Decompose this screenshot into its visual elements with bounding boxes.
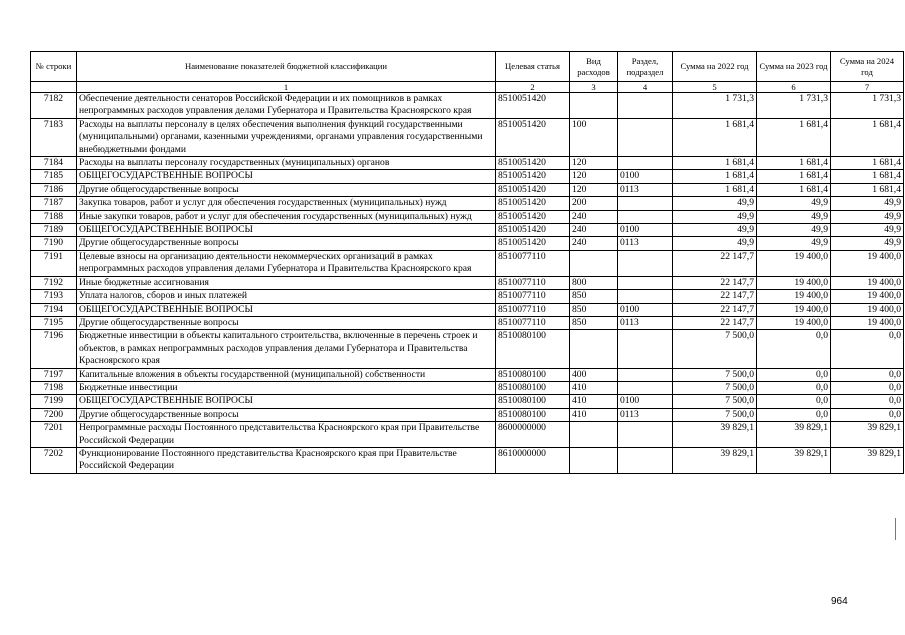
column-number: 4 xyxy=(618,82,673,93)
row-number-cell: 7187 xyxy=(31,197,77,210)
sum-2024-cell: 1 681,4 xyxy=(831,157,904,170)
sum-2022-cell: 1 681,4 xyxy=(673,170,757,183)
indicator-name-cell: Целевые взносы на организацию деятельности некоммерческих организаций в рамках непрограммных расходов управления делами Губернатора и Правительства Красноярского края xyxy=(77,250,496,276)
expense-type-cell: 100 xyxy=(570,118,618,156)
expense-type-cell: 850 xyxy=(570,290,618,303)
section-cell xyxy=(618,93,673,119)
expense-type-cell: 400 xyxy=(570,368,618,381)
expense-type-cell xyxy=(570,250,618,276)
sum-2022-cell: 49,9 xyxy=(673,210,757,223)
expense-type-cell xyxy=(570,93,618,119)
row-number-cell: 7201 xyxy=(31,422,77,448)
section-cell xyxy=(618,250,673,276)
header-expense-type: Вид расходов xyxy=(570,52,618,82)
indicator-name-cell: Другие общегосударственные вопросы xyxy=(77,183,496,196)
sum-2022-cell: 7 500,0 xyxy=(673,368,757,381)
table-row xyxy=(31,197,904,210)
scan-edge-mark xyxy=(895,518,896,540)
table-row xyxy=(31,118,904,156)
sum-2022-cell: 1 681,4 xyxy=(673,118,757,156)
indicator-name-cell: ОБЩЕГОСУДАРСТВЕННЫЕ ВОПРОСЫ xyxy=(77,170,496,183)
sum-2022-cell: 22 147,7 xyxy=(673,290,757,303)
sum-2023-cell: 19 400,0 xyxy=(757,250,831,276)
page-number: 964 xyxy=(831,596,848,607)
expense-type-cell: 240 xyxy=(570,224,618,237)
expense-type-cell: 410 xyxy=(570,408,618,421)
table-row xyxy=(31,250,904,276)
sum-2022-cell: 39 829,1 xyxy=(673,447,757,473)
expense-type-cell: 240 xyxy=(570,210,618,223)
row-number-cell: 7192 xyxy=(31,276,77,289)
sum-2023-cell: 1 681,4 xyxy=(757,118,831,156)
sum-2023-cell: 49,9 xyxy=(757,197,831,210)
sum-2023-cell: 0,0 xyxy=(757,381,831,394)
sum-2024-cell: 0,0 xyxy=(831,408,904,421)
expense-type-cell: 120 xyxy=(570,170,618,183)
expense-type-cell xyxy=(570,447,618,473)
section-cell xyxy=(618,368,673,381)
budget-table xyxy=(30,51,904,474)
table-row xyxy=(31,224,904,237)
expense-type-cell: 850 xyxy=(570,303,618,316)
table-row xyxy=(31,237,904,250)
target-article-cell: 8510051420 xyxy=(496,197,570,210)
indicator-name-cell: Уплата налогов, сборов и иных платежей xyxy=(77,290,496,303)
header-row-number: № строки xyxy=(31,52,77,82)
column-number: 2 xyxy=(496,82,570,93)
sum-2023-cell: 1 731,3 xyxy=(757,93,831,119)
row-number-cell: 7202 xyxy=(31,447,77,473)
sum-2023-cell: 1 681,4 xyxy=(757,157,831,170)
column-number: 7 xyxy=(831,82,904,93)
sum-2023-cell: 39 829,1 xyxy=(757,447,831,473)
target-article-cell: 8600000000 xyxy=(496,422,570,448)
target-article-cell: 8510080100 xyxy=(496,395,570,408)
table-row xyxy=(31,422,904,448)
sum-2024-cell: 1 681,4 xyxy=(831,170,904,183)
header-indicator-name: Наименование показателей бюджетной классификации xyxy=(77,52,496,82)
sum-2024-cell: 0,0 xyxy=(831,381,904,394)
sum-2024-cell: 19 400,0 xyxy=(831,290,904,303)
sum-2022-cell: 7 500,0 xyxy=(673,395,757,408)
expense-type-cell: 410 xyxy=(570,395,618,408)
row-number-cell: 7188 xyxy=(31,210,77,223)
target-article-cell: 8510080100 xyxy=(496,330,570,368)
sum-2022-cell: 49,9 xyxy=(673,197,757,210)
target-article-cell: 8510051420 xyxy=(496,170,570,183)
target-article-cell: 8510051420 xyxy=(496,237,570,250)
section-cell xyxy=(618,290,673,303)
sum-2023-cell: 0,0 xyxy=(757,330,831,368)
column-number-row xyxy=(31,82,904,93)
row-number-cell: 7186 xyxy=(31,183,77,196)
column-number: 1 xyxy=(77,82,496,93)
sum-2023-cell: 49,9 xyxy=(757,210,831,223)
sum-2022-cell: 1 681,4 xyxy=(673,157,757,170)
sum-2024-cell: 1 681,4 xyxy=(831,183,904,196)
sum-2024-cell: 19 400,0 xyxy=(831,316,904,329)
column-number: 6 xyxy=(757,82,831,93)
column-number-blank xyxy=(31,82,77,93)
expense-type-cell xyxy=(570,330,618,368)
sum-2024-cell: 49,9 xyxy=(831,210,904,223)
table-row xyxy=(31,157,904,170)
sum-2023-cell: 19 400,0 xyxy=(757,290,831,303)
row-number-cell: 7184 xyxy=(31,157,77,170)
column-number: 3 xyxy=(570,82,618,93)
sum-2024-cell: 0,0 xyxy=(831,330,904,368)
sum-2022-cell: 7 500,0 xyxy=(673,408,757,421)
section-cell: 0100 xyxy=(618,224,673,237)
row-number-cell: 7194 xyxy=(31,303,77,316)
table-row xyxy=(31,290,904,303)
sum-2024-cell: 0,0 xyxy=(831,395,904,408)
sum-2023-cell: 19 400,0 xyxy=(757,303,831,316)
sum-2024-cell: 49,9 xyxy=(831,197,904,210)
sum-2022-cell: 7 500,0 xyxy=(673,330,757,368)
row-number-cell: 7200 xyxy=(31,408,77,421)
indicator-name-cell: Другие общегосударственные вопросы xyxy=(77,237,496,250)
sum-2022-cell: 22 147,7 xyxy=(673,276,757,289)
section-cell xyxy=(618,197,673,210)
sum-2022-cell: 22 147,7 xyxy=(673,303,757,316)
sum-2024-cell: 19 400,0 xyxy=(831,250,904,276)
expense-type-cell: 200 xyxy=(570,197,618,210)
target-article-cell: 8510051420 xyxy=(496,93,570,119)
table-row xyxy=(31,183,904,196)
table-row xyxy=(31,368,904,381)
expense-type-cell: 240 xyxy=(570,237,618,250)
table-row xyxy=(31,381,904,394)
table-row xyxy=(31,447,904,473)
table-row xyxy=(31,316,904,329)
indicator-name-cell: Другие общегосударственные вопросы xyxy=(77,316,496,329)
header-sum-2024: Сумма на 2024 год xyxy=(831,52,904,82)
section-cell xyxy=(618,447,673,473)
indicator-name-cell: Капитальные вложения в объекты государственной (муниципальной) собственности xyxy=(77,368,496,381)
header-sum-2023: Сумма на 2023 год xyxy=(757,52,831,82)
sum-2022-cell: 49,9 xyxy=(673,237,757,250)
sum-2023-cell: 0,0 xyxy=(757,408,831,421)
column-number: 5 xyxy=(673,82,757,93)
sum-2024-cell: 1 681,4 xyxy=(831,118,904,156)
row-number-cell: 7195 xyxy=(31,316,77,329)
section-cell: 0113 xyxy=(618,408,673,421)
target-article-cell: 8610000000 xyxy=(496,447,570,473)
sum-2023-cell: 19 400,0 xyxy=(757,316,831,329)
indicator-name-cell: Другие общегосударственные вопросы xyxy=(77,408,496,421)
header-row xyxy=(31,52,904,82)
section-cell: 0100 xyxy=(618,170,673,183)
section-cell: 0113 xyxy=(618,183,673,196)
indicator-name-cell: Закупка товаров, работ и услуг для обеспечения государственных (муниципальных) нужд xyxy=(77,197,496,210)
sum-2022-cell: 22 147,7 xyxy=(673,316,757,329)
row-number-cell: 7197 xyxy=(31,368,77,381)
header-sum-2022: Сумма на 2022 год xyxy=(673,52,757,82)
indicator-name-cell: Иные бюджетные ассигнования xyxy=(77,276,496,289)
row-number-cell: 7190 xyxy=(31,237,77,250)
sum-2024-cell: 0,0 xyxy=(831,368,904,381)
section-cell xyxy=(618,276,673,289)
sum-2022-cell: 1 731,3 xyxy=(673,93,757,119)
target-article-cell: 8510051420 xyxy=(496,157,570,170)
expense-type-cell xyxy=(570,422,618,448)
sum-2022-cell: 1 681,4 xyxy=(673,183,757,196)
sum-2024-cell: 39 829,1 xyxy=(831,447,904,473)
target-article-cell: 8510080100 xyxy=(496,381,570,394)
sum-2023-cell: 19 400,0 xyxy=(757,276,831,289)
target-article-cell: 8510051420 xyxy=(496,210,570,223)
section-cell xyxy=(618,422,673,448)
target-article-cell: 8510077110 xyxy=(496,316,570,329)
table-row xyxy=(31,395,904,408)
section-cell xyxy=(618,381,673,394)
table-row xyxy=(31,330,904,368)
sum-2024-cell: 1 731,3 xyxy=(831,93,904,119)
section-cell: 0100 xyxy=(618,303,673,316)
row-number-cell: 7185 xyxy=(31,170,77,183)
table-body xyxy=(31,93,904,474)
indicator-name-cell: Расходы на выплаты персоналу в целях обеспечения выполнения функций государственными (муниципальными) органами, казенными учреждениями, органами управления государственными внебюджетными фондами xyxy=(77,118,496,156)
sum-2024-cell: 49,9 xyxy=(831,224,904,237)
section-cell xyxy=(618,157,673,170)
section-cell xyxy=(618,210,673,223)
table-row xyxy=(31,170,904,183)
row-number-cell: 7189 xyxy=(31,224,77,237)
target-article-cell: 8510051420 xyxy=(496,183,570,196)
sum-2023-cell: 1 681,4 xyxy=(757,183,831,196)
indicator-name-cell: Расходы на выплаты персоналу государственных (муниципальных) органов xyxy=(77,157,496,170)
row-number-cell: 7199 xyxy=(31,395,77,408)
sum-2022-cell: 49,9 xyxy=(673,224,757,237)
indicator-name-cell: Бюджетные инвестиции в объекты капитального строительства, включенные в перечень строек и объектов, в рамках непрограммных расходов управления делами Губернатора и Правительства Красноярского края xyxy=(77,330,496,368)
sum-2024-cell: 19 400,0 xyxy=(831,303,904,316)
sum-2023-cell: 1 681,4 xyxy=(757,170,831,183)
table-row xyxy=(31,408,904,421)
target-article-cell: 8510077110 xyxy=(496,276,570,289)
sum-2022-cell: 39 829,1 xyxy=(673,422,757,448)
row-number-cell: 7198 xyxy=(31,381,77,394)
sum-2024-cell: 19 400,0 xyxy=(831,276,904,289)
indicator-name-cell: Иные закупки товаров, работ и услуг для обеспечения государственных (муниципальных) нужд xyxy=(77,210,496,223)
target-article-cell: 8510080100 xyxy=(496,408,570,421)
header-target-article: Целевая статья xyxy=(496,52,570,82)
row-number-cell: 7191 xyxy=(31,250,77,276)
sum-2024-cell: 49,9 xyxy=(831,237,904,250)
target-article-cell: 8510051420 xyxy=(496,118,570,156)
indicator-name-cell: ОБЩЕГОСУДАРСТВЕННЫЕ ВОПРОСЫ xyxy=(77,395,496,408)
section-cell: 0100 xyxy=(618,395,673,408)
table-row xyxy=(31,210,904,223)
row-number-cell: 7182 xyxy=(31,93,77,119)
indicator-name-cell: Непрограммные расходы Постоянного представительства Красноярского края при Правительстве Российской Федерации xyxy=(77,422,496,448)
sum-2022-cell: 7 500,0 xyxy=(673,381,757,394)
indicator-name-cell: ОБЩЕГОСУДАРСТВЕННЫЕ ВОПРОСЫ xyxy=(77,303,496,316)
target-article-cell: 8510051420 xyxy=(496,224,570,237)
target-article-cell: 8510080100 xyxy=(496,368,570,381)
sum-2023-cell: 49,9 xyxy=(757,237,831,250)
expense-type-cell: 120 xyxy=(570,157,618,170)
indicator-name-cell: Бюджетные инвестиции xyxy=(77,381,496,394)
target-article-cell: 8510077110 xyxy=(496,250,570,276)
target-article-cell: 8510077110 xyxy=(496,290,570,303)
expense-type-cell: 800 xyxy=(570,276,618,289)
expense-type-cell: 410 xyxy=(570,381,618,394)
indicator-name-cell: Функционирование Постоянного представительства Красноярского края при Правительстве Российской Федерации xyxy=(77,447,496,473)
sum-2023-cell: 49,9 xyxy=(757,224,831,237)
header-section: Раздел, подраздел xyxy=(618,52,673,82)
section-cell: 0113 xyxy=(618,316,673,329)
sum-2023-cell: 0,0 xyxy=(757,395,831,408)
table-row xyxy=(31,93,904,119)
indicator-name-cell: ОБЩЕГОСУДАРСТВЕННЫЕ ВОПРОСЫ xyxy=(77,224,496,237)
row-number-cell: 7183 xyxy=(31,118,77,156)
sum-2022-cell: 22 147,7 xyxy=(673,250,757,276)
target-article-cell: 8510077110 xyxy=(496,303,570,316)
section-cell: 0113 xyxy=(618,237,673,250)
section-cell xyxy=(618,118,673,156)
sum-2023-cell: 0,0 xyxy=(757,368,831,381)
section-cell xyxy=(618,330,673,368)
row-number-cell: 7193 xyxy=(31,290,77,303)
indicator-name-cell: Обеспечение деятельности сенаторов Российской Федерации и их помощников в рамках непрограммных расходов управления делами Губернатора и Правительства Красноярского края xyxy=(77,93,496,119)
expense-type-cell: 120 xyxy=(570,183,618,196)
row-number-cell: 7196 xyxy=(31,330,77,368)
sum-2024-cell: 39 829,1 xyxy=(831,422,904,448)
table-row xyxy=(31,276,904,289)
expense-type-cell: 850 xyxy=(570,316,618,329)
table-row xyxy=(31,303,904,316)
sum-2023-cell: 39 829,1 xyxy=(757,422,831,448)
